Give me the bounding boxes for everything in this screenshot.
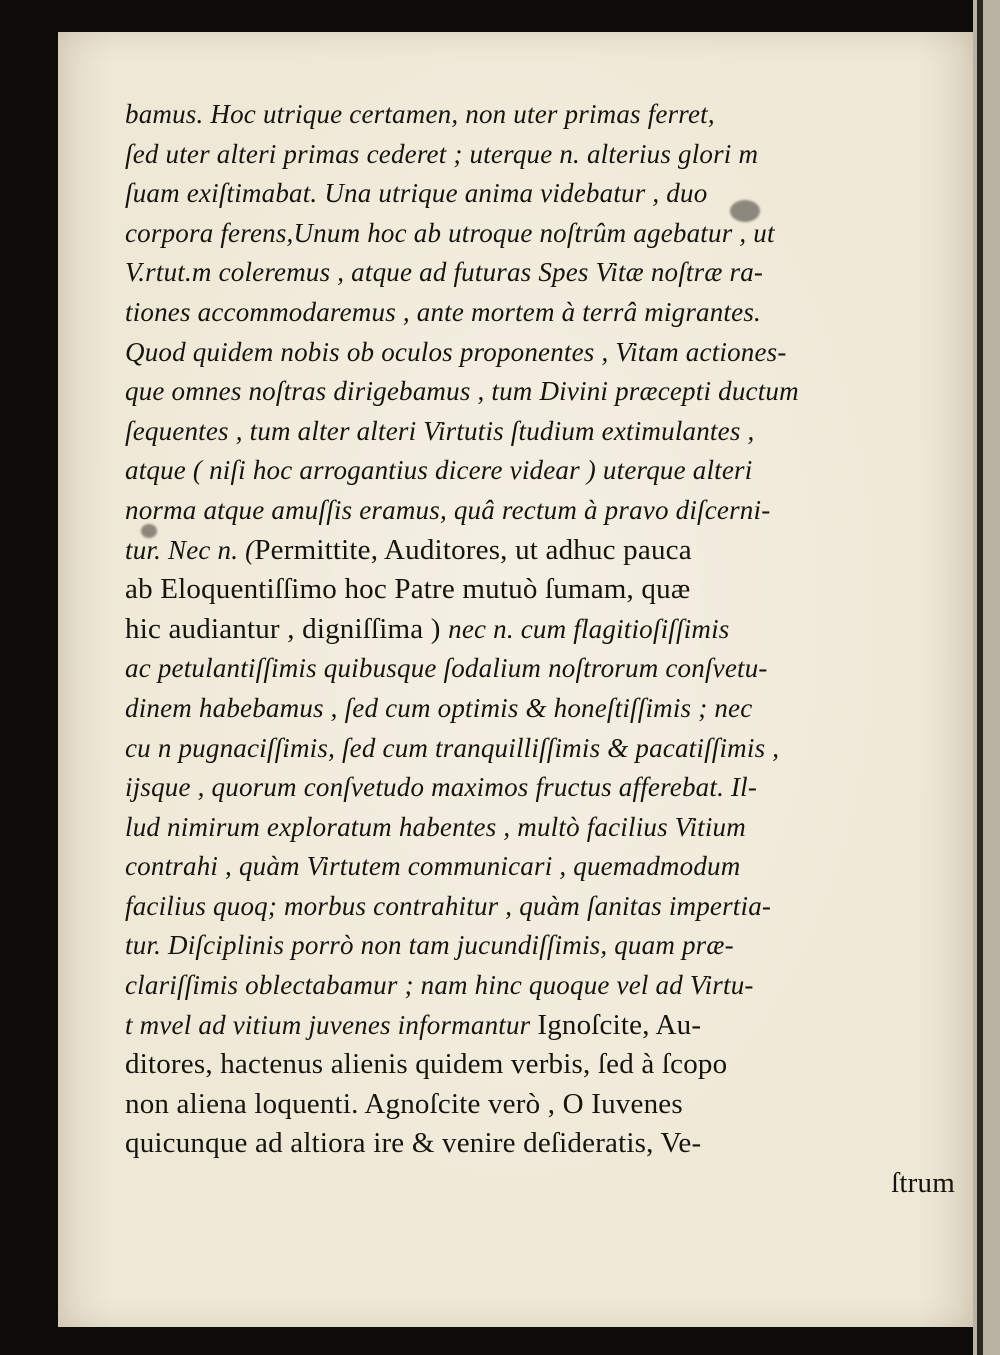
text-line (125, 491, 965, 531)
text-run: tur. Nec n. ( (125, 534, 255, 565)
catchword (125, 1164, 965, 1204)
text-line (125, 1045, 965, 1085)
text-line (125, 1085, 965, 1125)
text-run: t mvel ad vitium juvenes informantur (125, 1009, 538, 1040)
text-line (125, 610, 965, 650)
text-run: contrahi , quàm Virtutem communicari , quemadmodum (125, 851, 741, 882)
text-run: ſequentes , tum alter alteri Virtutis ſtudium extimulantes , (125, 415, 755, 446)
text-line (125, 1124, 965, 1164)
text-run: V.rtut.m coleremus , atque ad futuras Spes Vitæ noſtræ ra- (125, 257, 764, 288)
text-line (125, 926, 965, 966)
text-run: ac petulantiſſimis quibusque ſodalium noſtrorum conſvetu- (125, 653, 768, 684)
text-run: ijsque , quorum conſvetudo maximos fructus afferebat. Il- (125, 772, 758, 803)
text-run: non aliena loquenti. Agnoſcite verò , O Iuvenes (125, 1087, 683, 1120)
text-run: bamus. Hoc utrique certamen, non uter primas ferret, (125, 99, 715, 129)
adjacent-page-edge (973, 0, 1000, 1355)
text-run: atque ( niſi hoc arrogantius dicere videar ) uterque alteri (125, 455, 753, 486)
text-line (125, 847, 965, 887)
text-line (125, 570, 965, 610)
text-run: cu n pugnaciſſimis, ſed cum tranquilliſſimis & pacatiſſimis , (125, 732, 780, 763)
text-run: Permittite, Auditores, ut adhuc pauca (254, 533, 692, 566)
text-run: Quod quidem nobis ob oculos proponentes , Vitam actiones- (125, 336, 787, 367)
text-line (125, 95, 965, 135)
text-run: quicunque ad altiora ire & venire deſideratis, Ve- (125, 1127, 702, 1160)
text-run: corpora ferens,Unum hoc ab utroque noſtrûm agebatur , ut (125, 217, 775, 248)
text-run: tiones accommodaremus , ante mortem à terrâ migrantes. (125, 296, 761, 327)
text-line (125, 531, 965, 571)
text-run: lud nimirum exploratum habentes , multò facilius Vitium (125, 811, 746, 842)
text-run: ditores, hactenus alienis quidem verbis, ſed à ſcopo (125, 1048, 728, 1081)
text-line (125, 451, 965, 491)
text-line (125, 649, 965, 689)
text-line (125, 887, 965, 927)
text-run: ab Eloquentiſſimo hoc Patre mutuò ſumam, quæ (125, 573, 691, 606)
body-text (125, 95, 965, 1204)
text-run: que omnes noſtras dirigebamus , tum Divini præcepti ductum (125, 376, 799, 407)
text-line (125, 333, 965, 373)
text-run: facilius quoq; morbus contrahitur , quàm ſanitas impertia- (125, 890, 772, 921)
text-line (125, 253, 965, 293)
text-line (125, 768, 965, 808)
text-line (125, 372, 965, 412)
text-run: ſuam exiſtimabat. Una utrique anima videbatur , duo (125, 178, 708, 209)
text-line (125, 966, 965, 1006)
text-line (125, 808, 965, 848)
text-run: Ignoſcite, Au- (537, 1008, 702, 1041)
text-run: hic audiantur , digniſſima ) (125, 612, 449, 645)
text-run: tur. Diſciplinis porrò non tam jucundiſſimis, quam præ- (125, 930, 734, 961)
text-line (125, 174, 965, 214)
text-run: norma atque amuſſis eramus, quâ rectum à pravo diſcerni- (125, 494, 771, 525)
text-run: nec n. cum flagitioſiſſimis (448, 613, 730, 644)
text-line (125, 412, 965, 452)
text-run: clariſſimis oblectabamur ; nam hinc quoque vel ad Virtu- (125, 970, 754, 1001)
catchword-text: ſtrum (891, 1167, 955, 1200)
text-line (125, 729, 965, 769)
text-run: ſed uter alteri primas cederet ; uterque n. alterius glori m (125, 138, 759, 169)
text-line (125, 135, 965, 175)
text-line (125, 293, 965, 333)
text-run: dinem habebamus , ſed cum optimis & honeſtiſſimis ; nec (125, 692, 753, 723)
text-line (125, 214, 965, 254)
text-line (125, 689, 965, 729)
text-line (125, 1006, 965, 1046)
